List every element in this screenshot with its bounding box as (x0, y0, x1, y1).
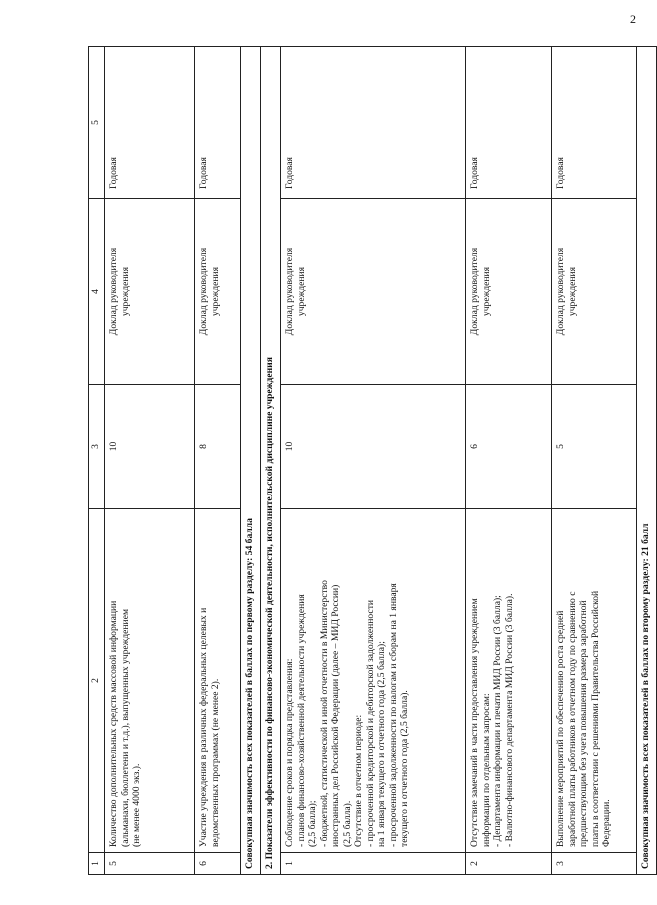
description-line: предшествующим без учета повышения размера заработной (578, 600, 589, 847)
report-line: учреждения (566, 266, 578, 317)
report-form (552, 199, 637, 385)
indicator-description (552, 509, 637, 853)
description-line: - просроченной кредиторской и дебиторской задолженности (364, 599, 376, 847)
report-line: учреждения (209, 266, 221, 317)
report-form (466, 199, 552, 385)
report-line: Доклад руководителя (108, 247, 119, 336)
page-number: 2 (630, 12, 636, 26)
header-cell: 3 (89, 385, 105, 509)
report-line: учреждения (480, 266, 492, 317)
description-line: (2,5 балла). (341, 800, 353, 847)
periodicity: Годовая (105, 47, 195, 199)
indicator-description (105, 509, 195, 853)
report-line: учреждения (295, 266, 307, 317)
report-line: Доклад руководителя (284, 247, 295, 336)
header-cell: 5 (89, 47, 105, 199)
description-line: информации по отдельным запросам: (480, 693, 492, 847)
section1-summary: Совокупная значимость всех показателей в баллах по первому разделу: 54 балла (241, 47, 261, 875)
header-cell: 4 (89, 199, 105, 385)
report-line: Доклад руководителя (469, 247, 480, 336)
row-number: 2 (466, 853, 552, 875)
table-row (195, 47, 241, 875)
score: 10 (281, 385, 466, 509)
section2-title: 2. Показатели эффективности по финансово-экономической деятельности, исполнительской дисциплине учреждения (261, 47, 281, 875)
table-row (466, 47, 552, 875)
score: 6 (466, 385, 552, 509)
description-line: Отсутствие замечаний в части предоставления учреждением (469, 598, 480, 847)
indicator-description (281, 509, 466, 853)
report-line: Доклад руководителя (198, 247, 209, 336)
description-line: текущего и отчетного года (2,5 балла). (399, 690, 410, 847)
description-line: Федерации. (601, 799, 612, 847)
description-line: - Валютно-финансового департамента МИД России (3 балла). (503, 593, 515, 847)
periodicity: Годовая (281, 47, 466, 199)
report-form (195, 199, 241, 385)
periodicity: Годовая (552, 47, 637, 199)
summary-row (241, 47, 261, 875)
periodicity: Годовая (195, 47, 241, 199)
score: 5 (552, 385, 637, 509)
description-line: Отсутствие в отчетном периоде: (353, 714, 364, 847)
header-cell: 2 (89, 509, 105, 853)
description-line: ведомственных программах (не менее 2). (209, 678, 221, 847)
table-row (105, 47, 195, 875)
description-line: (альманахи, бюллетени и т.д.), выпущенных учреждением (119, 608, 131, 847)
description-line: Количество дополнительных средств массовой информации (108, 600, 119, 847)
description-line: Выполнение мероприятий по обеспечению роста средней (555, 610, 566, 847)
section2-summary: Совокупная значимость всех показателей в баллах по второму разделу: 21 балл (637, 47, 657, 875)
score: 8 (195, 385, 241, 509)
section-title-row (261, 47, 281, 875)
description-line: - бюджетной, статистической и иной отчетности в Министерство (318, 580, 330, 847)
periodicity: Годовая (466, 47, 552, 199)
row-number: 6 (195, 853, 241, 875)
description-line: платы в соответствии с решениями Правительства Российской (589, 590, 601, 847)
description-line: - планов финансово-хозяйственной деятельности учреждения (295, 594, 307, 847)
summary-row (637, 47, 657, 875)
indicators-table (88, 46, 657, 875)
description-line: (2,5 балла); (307, 800, 318, 847)
report-line: учреждения (119, 266, 131, 317)
description-line: - просроченной задолженности по налогам и сборам на 1 января (387, 583, 399, 847)
description-line: Участие учреждения в различных федеральных целевых и (198, 607, 209, 847)
description-line: (не менее 4000 экз.). (131, 763, 142, 847)
report-line: Доклад руководителя (555, 247, 566, 336)
row-number: 5 (105, 853, 195, 875)
table-row (281, 47, 466, 875)
description-line: иностранных дел Российской Федерации (далее – МИД России) (330, 584, 341, 847)
description-line: Соблюдение сроков и порядка представления: (284, 658, 295, 847)
row-number: 3 (552, 853, 637, 875)
description-line: - Департамента информации и печати МИД России (3 балла); (492, 595, 503, 847)
description-line: на 1 января текущего и отчетного года (2,5 балла); (376, 641, 387, 847)
score: 10 (105, 385, 195, 509)
table-row (552, 47, 637, 875)
row-number: 1 (281, 853, 466, 875)
report-form (105, 199, 195, 385)
report-form (281, 199, 466, 385)
description-line: заработной платы работников в отчетном году по сравнению с (566, 591, 578, 847)
header-cell: 1 (89, 853, 105, 875)
indicator-description (466, 509, 552, 853)
indicator-description (195, 509, 241, 853)
table-body (89, 47, 657, 875)
header-row (89, 47, 105, 875)
